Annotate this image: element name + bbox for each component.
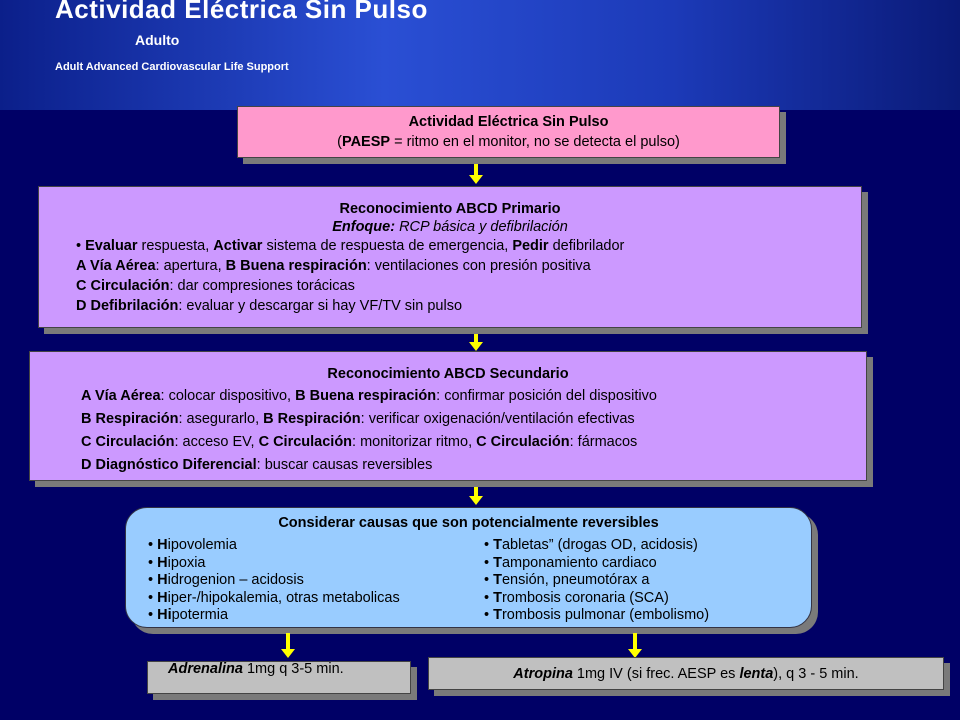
list-item: • Hipotermia <box>148 607 229 623</box>
arrow-down-2 <box>474 334 478 343</box>
list-item: • Hipoxia <box>148 554 206 571</box>
list-item: • Hipovolemia <box>148 537 237 553</box>
arrow-down-1 <box>474 164 478 176</box>
primary-abcd-line-3: C Circulación: dar compresiones torácicas <box>76 278 355 294</box>
list-item: • Trombosis pulmonar (embolismo) <box>484 607 710 623</box>
arrow-down-left <box>286 633 290 650</box>
adrenaline-box <box>147 661 411 694</box>
page-subtitle-2: Adult Advanced Cardiovascular Life Support <box>55 61 289 73</box>
list-item: • Tabletas” (drogas OD, acidosis) <box>484 537 698 553</box>
primary-abcd-line-2: A Vía Aérea: apertura, B Buena respiración: ventilaciones con presión positiva <box>76 258 591 274</box>
pea-definition: (PAESP = ritmo en el monitor, no se detecta el pulso) <box>337 134 680 150</box>
arrow-down-3 <box>474 487 478 497</box>
primary-abcd-title: Reconocimiento ABCD Primario <box>339 201 561 217</box>
adrenaline-text: Adrenalina 1mg q 3-5 min. <box>168 661 344 677</box>
atropine-box <box>428 657 944 690</box>
h-causes-list <box>148 537 400 625</box>
list-item: • Tamponamiento cardiaco <box>484 554 657 571</box>
arrow-down-right <box>633 633 637 650</box>
primary-abcd-box <box>38 186 862 328</box>
t-causes-list <box>484 537 709 625</box>
list-item: • Hidrogenion – acidosis <box>148 572 304 588</box>
secondary-abcd-line-1: A Vía Aérea: colocar dispositivo, B Buena respiración: confirmar posición del dispositivo <box>81 388 657 404</box>
list-item: • Hiper-/hipokalemia, otras metabolicas <box>148 589 400 606</box>
primary-abcd-line-4: D Defibrilación: evaluar y descargar si hay VF/TV sin pulso <box>76 298 463 314</box>
page-subtitle: Adulto <box>135 32 180 48</box>
reversible-causes-title: Considerar causas que son potencialmente reversibles <box>278 515 659 531</box>
list-item: • Tensión, pneumotórax a <box>484 572 650 588</box>
secondary-abcd-line-4: D Diagnóstico Diferencial: buscar causas reversibles <box>81 457 433 473</box>
secondary-abcd-line-2: B Respiración: asegurarlo, B Respiración: verificar oxigenación/ventilación efectivas <box>81 411 635 427</box>
header-banner <box>0 0 960 110</box>
list-item: • Trombosis coronaria (SCA) <box>484 589 669 606</box>
atropine-text: Atropina 1mg IV (si frec. AESP es lenta), q 3 - 5 min. <box>513 666 859 682</box>
secondary-abcd-line-3: C Circulación: acceso EV, C Circulación: monitorizar ritmo, C Circulación: fármacos <box>81 434 638 450</box>
page-title: Actividad Eléctrica Sin Pulso <box>55 0 428 24</box>
primary-abcd-line-1: • Evaluar respuesta, Activar sistema de respuesta de emergencia, Pedir defibrilador <box>76 238 625 254</box>
secondary-abcd-title: Reconocimiento ABCD Secundario <box>327 366 569 382</box>
primary-abcd-focus: Enfoque: RCP básica y defibrilación <box>332 219 568 235</box>
secondary-abcd-box <box>29 351 867 481</box>
reversible-causes-box <box>125 507 812 628</box>
pea-box <box>237 106 780 158</box>
pea-title: Actividad Eléctrica Sin Pulso <box>408 114 609 130</box>
